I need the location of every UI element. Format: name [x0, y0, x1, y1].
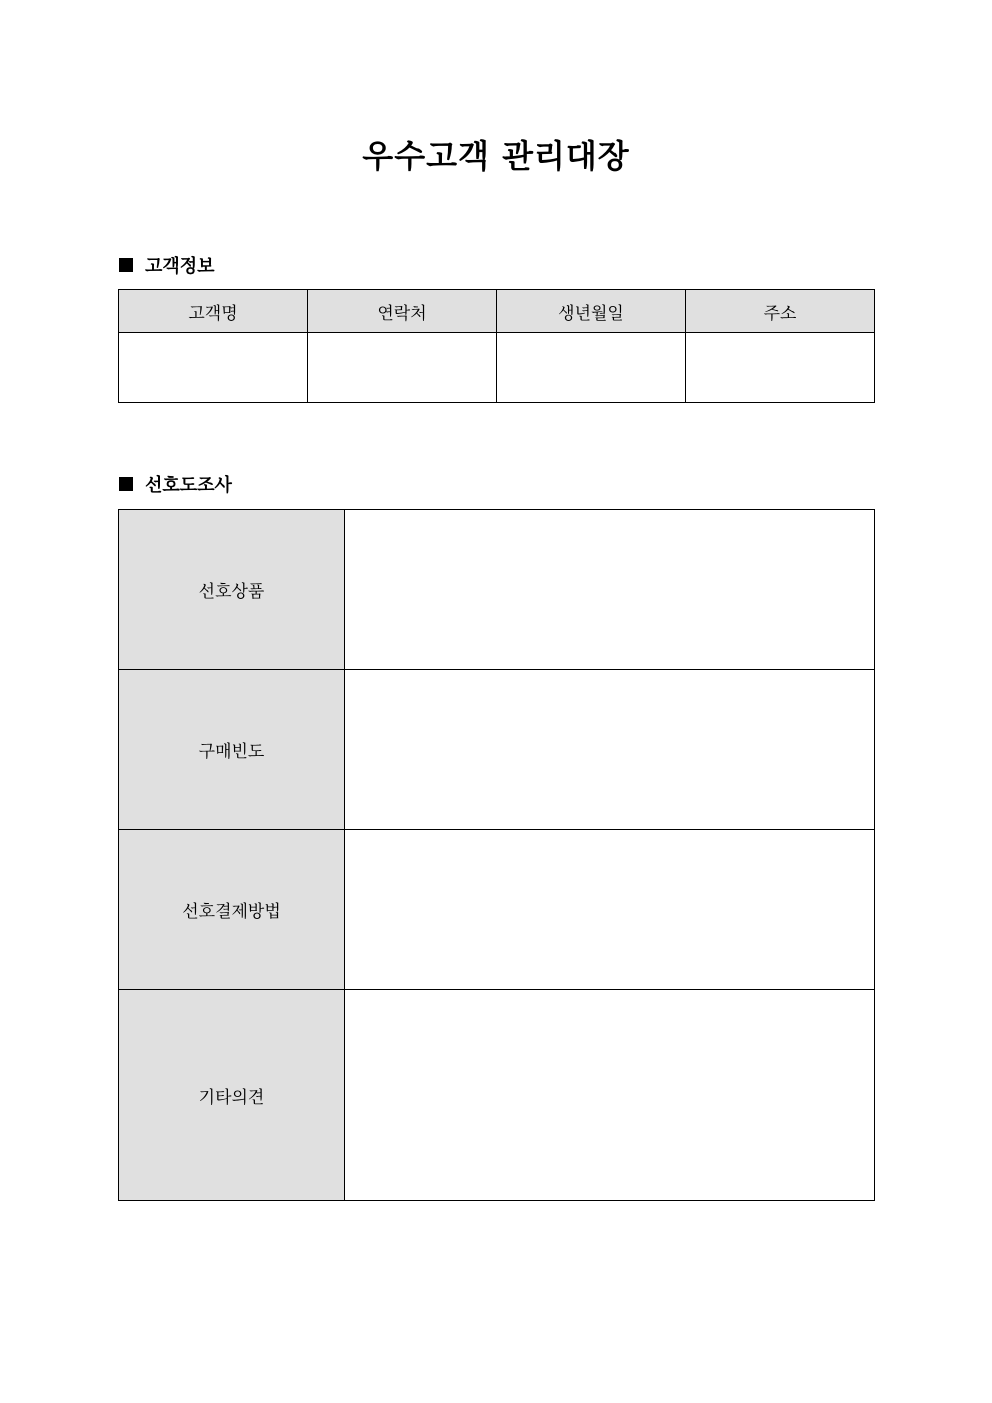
- preferred-product-cell[interactable]: [345, 510, 875, 670]
- square-bullet-icon: [119, 477, 133, 491]
- other-comments-label: 기타의견: [119, 990, 345, 1201]
- customer-info-heading: [119, 253, 215, 277]
- purchase-frequency-label: 구매빈도: [119, 670, 345, 830]
- table-row: [119, 333, 875, 403]
- customer-address-cell[interactable]: [686, 333, 875, 403]
- preferred-product-label: 선호상품: [119, 510, 345, 670]
- other-comments-cell[interactable]: [345, 990, 875, 1201]
- preference-survey-table: [118, 509, 875, 1201]
- customer-contact-cell[interactable]: [308, 333, 497, 403]
- table-row: [119, 670, 875, 830]
- customer-info-table: [118, 289, 875, 403]
- table-row: [119, 510, 875, 670]
- table-row: [119, 830, 875, 990]
- customer-info-header-row: [119, 290, 875, 333]
- page-title: 우수고객 관리대장: [362, 137, 630, 175]
- customer-birthdate-cell[interactable]: [497, 333, 686, 403]
- column-header-birthdate: 생년월일: [497, 290, 686, 333]
- customer-name-cell[interactable]: [119, 333, 308, 403]
- column-header-address: 주소: [686, 290, 875, 333]
- square-bullet-icon: [119, 258, 133, 272]
- preference-survey-heading: [119, 472, 232, 496]
- preferred-payment-cell[interactable]: [345, 830, 875, 990]
- column-header-contact: 연락처: [308, 290, 497, 333]
- customer-info-heading-label: 고객정보: [145, 256, 215, 277]
- preferred-payment-label: 선호결제방법: [119, 830, 345, 990]
- preference-survey-heading-label: 선호도조사: [145, 475, 232, 496]
- table-row: [119, 990, 875, 1201]
- purchase-frequency-cell[interactable]: [345, 670, 875, 830]
- column-header-name: 고객명: [119, 290, 308, 333]
